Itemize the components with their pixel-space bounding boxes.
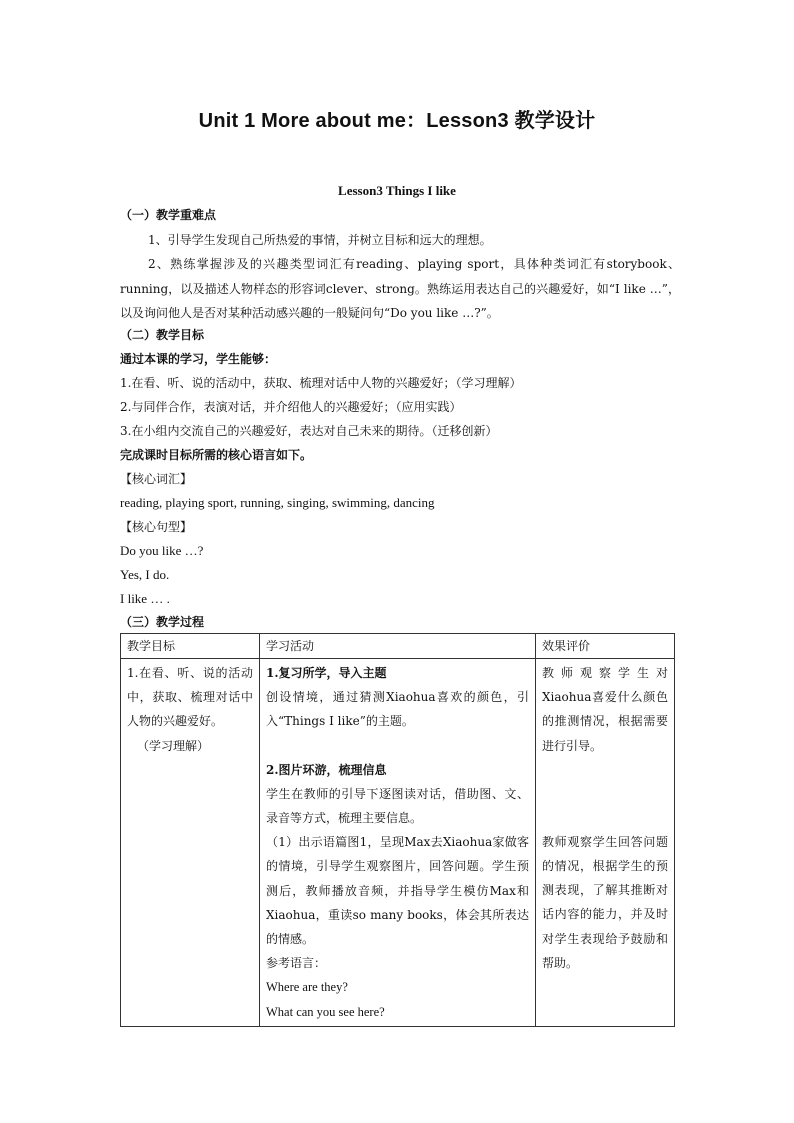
step-1-text: 创设情境，通过猜测Xiaohua喜欢的颜色，引入“Things I like”的主题。 [266,690,529,729]
goal-cell [121,659,260,1027]
goal-2: 2.与同伴合作，表演对话，并介绍他人的兴趣爱好；（应用实践） [120,400,462,414]
evaluation-cell [536,659,675,1027]
teaching-process-table [120,633,675,1027]
header-learning-activity: 学习活动 [260,634,536,659]
section-heading-key-points: （一）教学重难点 [120,208,217,222]
core-vocab-label: 【核心词汇】 [120,472,193,486]
table-header-row [121,634,675,659]
reference-label: 参考语言： [266,956,327,971]
step-1-title: 1.复习所学，导入主题 [266,666,387,680]
goal-cell-text: 1.在看、听、说的活动中，获取、梳理对话中人物的兴趣爱好。 [127,666,253,729]
key-point-paragraph-1 [120,228,680,253]
key-point-1-text: 1、引导学生发现自己所热爱的事情，并树立目标和远大的理想。 [148,233,492,247]
header-teaching-goal: 教学目标 [121,634,260,659]
activity-cell [260,659,536,1027]
goals-intro: 通过本课的学习，学生能够： [120,352,277,366]
goal-1: 1.在看、听、说的活动中，获取、梳理对话中人物的兴趣爱好；（学习理解） [120,376,522,390]
core-pattern-3: I like … . [120,591,170,606]
step-2-title: 2.图片环游，梳理信息 [266,762,387,777]
section-heading-goals: （二）教学目标 [120,328,205,342]
key-point-paragraph-2 [120,252,680,326]
table-row [121,659,675,1027]
core-pattern-label: 【核心句型】 [120,520,193,534]
goal-cell-type: （学习理解） [137,738,210,753]
document-title: Unit 1 More about me：Lesson3 教学设计 [198,110,596,132]
evaluation-2: 教师观察学生回答问题的情况，根据学生的预测表现，了解其推断对话内容的能力，并及时对学生表现给予鼓励和帮助。 [542,834,668,970]
section-heading-process: （三）教学过程 [120,615,205,629]
lesson-subtitle: Lesson3 Things I like [338,183,456,198]
key-point-2-text: 2、熟练掌握涉及的兴趣类型词汇有reading、playing sport，具体种类词汇有storybook、running，以及描述人物样态的形容词clever、strong。熟练运用表达自己的兴趣爱好，如“I like …”，以及询问他人是否对某种活动感兴趣的一般疑问句“Do you like …?”。 [120,257,680,320]
core-pattern-1: Do you like …? [120,543,204,558]
core-vocab-list: reading, playing sport, running, singing, swimming, dancing [120,495,435,510]
step-2-text: 学生在教师的引导下逐图读对话，借助图、文、录音等方式，梳理主要信息。 [266,786,529,826]
reference-line-1: Where are they? [266,980,348,995]
core-language-intro: 完成课时目标所需的核心语言如下。 [120,448,313,462]
reference-line-2: What can you see here? [266,1004,385,1019]
step-2-sub: （1）出示语篇图1，呈现Max去Xiaohua家做客的情境，引导学生观察图片，回答问题。学生预测后，教师播放音频，并指导学生模仿Max和Xiaohua，重读so many books，体会其所表达的情感。 [266,835,529,947]
core-pattern-2: Yes, I do. [120,567,170,582]
evaluation-1: 教师观察学生对Xiaohua喜爱什么颜色的推测情况，根据需要进行引导。 [542,666,668,753]
header-evaluation: 效果评价 [536,634,675,659]
goal-3: 3.在小组内交流自己的兴趣爱好，表达对自己未来的期待。（迁移创新） [120,424,498,438]
